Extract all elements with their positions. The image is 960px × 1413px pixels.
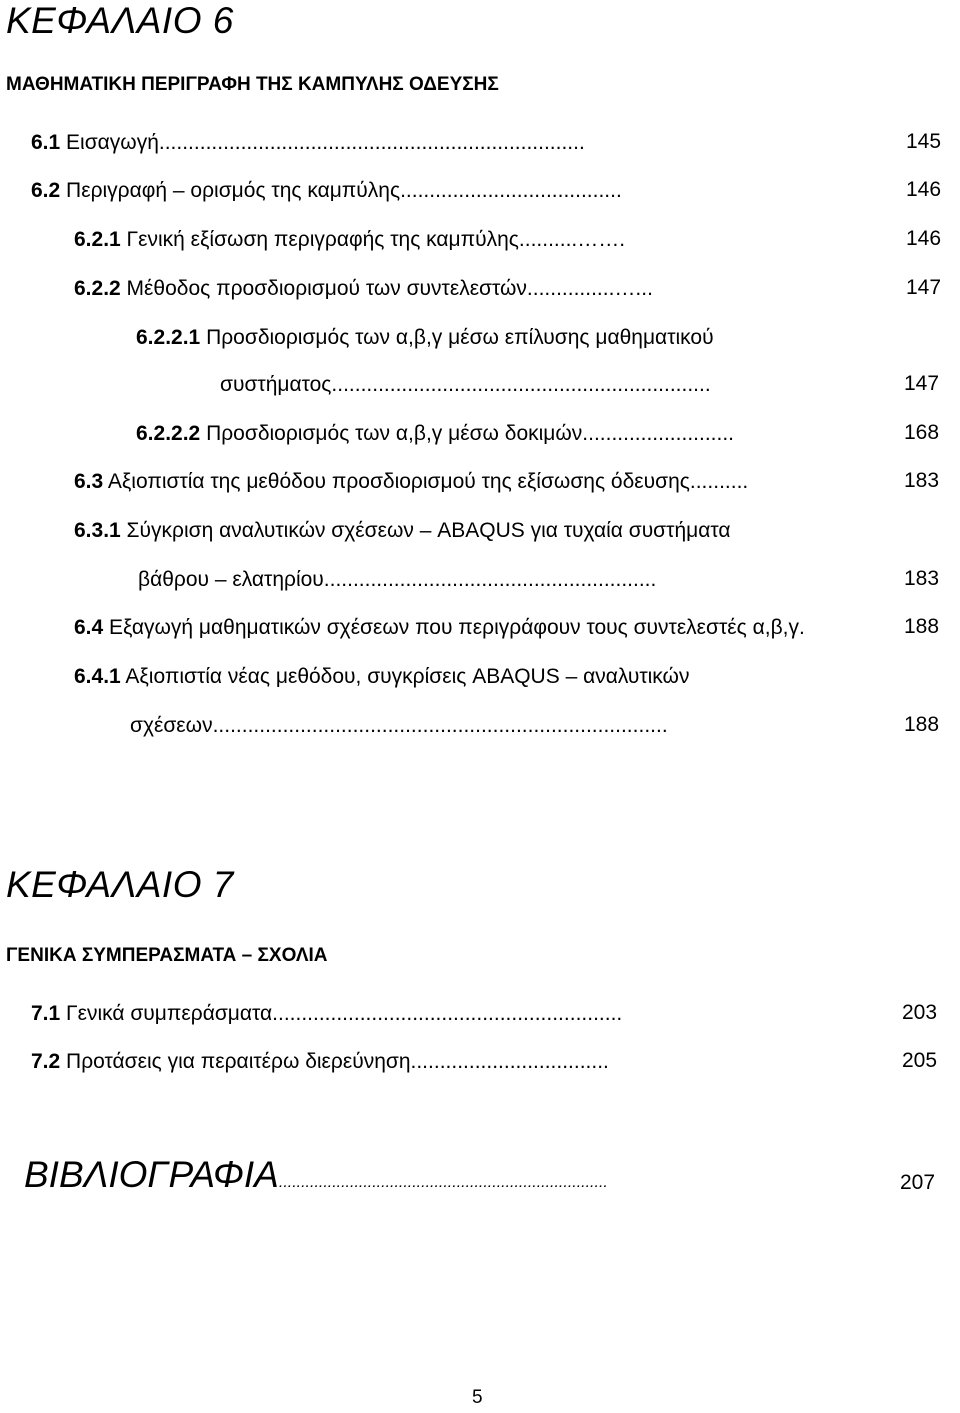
toc-entry[interactable] xyxy=(74,227,625,253)
toc-text: βάθρου – ελατηρίου......................................................... xyxy=(138,568,657,591)
toc-text: συστήματος................................................................. xyxy=(220,373,711,396)
toc-entry[interactable] xyxy=(74,469,748,495)
toc-number: 6.3 xyxy=(74,470,104,493)
bibliography-title: ΒΙΒΛΙΟΓΡΑΦΙΑ xyxy=(24,1154,279,1195)
toc-text: Προσδιορισμός των α,β,γ μέσω επίλυσης μαθηματικού xyxy=(200,326,714,349)
page-number: 5 xyxy=(472,1387,483,1408)
toc-page: 147 xyxy=(906,276,942,299)
toc-page: 147 xyxy=(904,372,940,395)
chapter-7-title: ΚΕΦΑΛΑΙΟ 7 xyxy=(6,864,234,905)
toc-page: 203 xyxy=(902,1001,938,1024)
toc-entry[interactable] xyxy=(74,615,805,641)
toc-number: 6.4.1 xyxy=(74,665,121,688)
toc-text: σχέσεων.............................................................................. xyxy=(130,714,668,737)
toc-number: 6.2.2 xyxy=(74,277,121,300)
toc-text: Περιγραφή – ορισμός της καμπύλης...................................... xyxy=(60,179,622,202)
toc-number: 7.1 xyxy=(31,1002,61,1025)
toc-page: 188 xyxy=(904,713,940,736)
toc-page: 146 xyxy=(906,178,942,201)
toc-number: 6.1 xyxy=(31,131,61,154)
toc-entry[interactable] xyxy=(74,664,689,690)
toc-page: 168 xyxy=(904,421,940,444)
toc-page: 183 xyxy=(904,469,940,492)
toc-entry-continued[interactable] xyxy=(220,372,711,398)
toc-entry[interactable] xyxy=(31,1049,609,1075)
toc-number: 6.3.1 xyxy=(74,519,121,542)
bibliography-dots: .......................................................................... xyxy=(278,1174,608,1191)
toc-text: Γενική εξίσωση περιγραφής της καμπύλης..........……. xyxy=(120,228,626,251)
toc-page: 188 xyxy=(904,615,940,638)
toc-entry[interactable] xyxy=(31,178,622,204)
toc-text: Αξιοπιστία νέας μεθόδου, συγκρίσεις ABAQUS – αναλυτικών xyxy=(120,665,690,688)
bibliography-entry[interactable] xyxy=(24,1154,608,1196)
toc-number: 7.2 xyxy=(31,1050,61,1073)
toc-text: Αξιοπιστία της μεθόδου προσδιορισμού της εξίσωσης όδευσης.......... xyxy=(103,470,749,493)
toc-text: Μέθοδος προσδιορισμού των συντελεστών...............…... xyxy=(120,277,653,300)
toc-text: Εξαγωγή μαθηματικών σχέσεων που περιγράφουν τους συντελεστές α,β,γ. xyxy=(103,616,805,639)
chapter-7-subtitle: ΓΕΝΙΚΑ ΣΥΜΠΕΡΑΣΜΑΤΑ – ΣΧΟΛΙΑ xyxy=(6,945,328,966)
toc-entry[interactable] xyxy=(74,276,653,302)
toc-entry[interactable] xyxy=(74,518,731,544)
toc-text: Προσδιορισμός των α,β,γ μέσω δοκιμών.......................... xyxy=(200,422,734,445)
toc-page: 183 xyxy=(904,567,940,590)
toc-text: Σύγκριση αναλυτικών σχέσεων – ABAQUS για τυχαία συστήματα xyxy=(120,519,731,542)
toc-number: 6.2.2.1 xyxy=(136,326,201,349)
toc-entry-continued[interactable] xyxy=(130,713,668,739)
toc-entry[interactable] xyxy=(136,325,714,351)
toc-page: 145 xyxy=(906,130,942,153)
bibliography-page: 207 xyxy=(900,1171,936,1194)
toc-text: Γενικά συμπεράσματα............................................................ xyxy=(60,1002,623,1025)
toc-entry[interactable] xyxy=(31,1001,622,1027)
toc-text: Εισαγωγή......................................................................... xyxy=(60,131,585,154)
toc-entry[interactable] xyxy=(31,130,585,156)
chapter-6-subtitle: ΜΑΘΗΜΑΤΙΚΗ ΠΕΡΙΓΡΑΦΗ ΤΗΣ ΚΑΜΠΥΛΗΣ ΟΔΕΥΣΗΣ xyxy=(6,74,499,95)
toc-page: 205 xyxy=(902,1049,938,1072)
toc-page: 146 xyxy=(906,227,942,250)
toc-number: 6.2.1 xyxy=(74,228,121,251)
toc-number: 6.2 xyxy=(31,179,61,202)
toc-text: Προτάσεις για περαιτέρω διερεύνηση.................................. xyxy=(60,1050,609,1073)
toc-entry[interactable] xyxy=(136,421,734,447)
chapter-6-title: ΚΕΦΑΛΑΙΟ 6 xyxy=(6,0,234,41)
toc-number: 6.2.2.2 xyxy=(136,422,201,445)
toc-number: 6.4 xyxy=(74,616,104,639)
toc-entry-continued[interactable] xyxy=(138,567,656,593)
